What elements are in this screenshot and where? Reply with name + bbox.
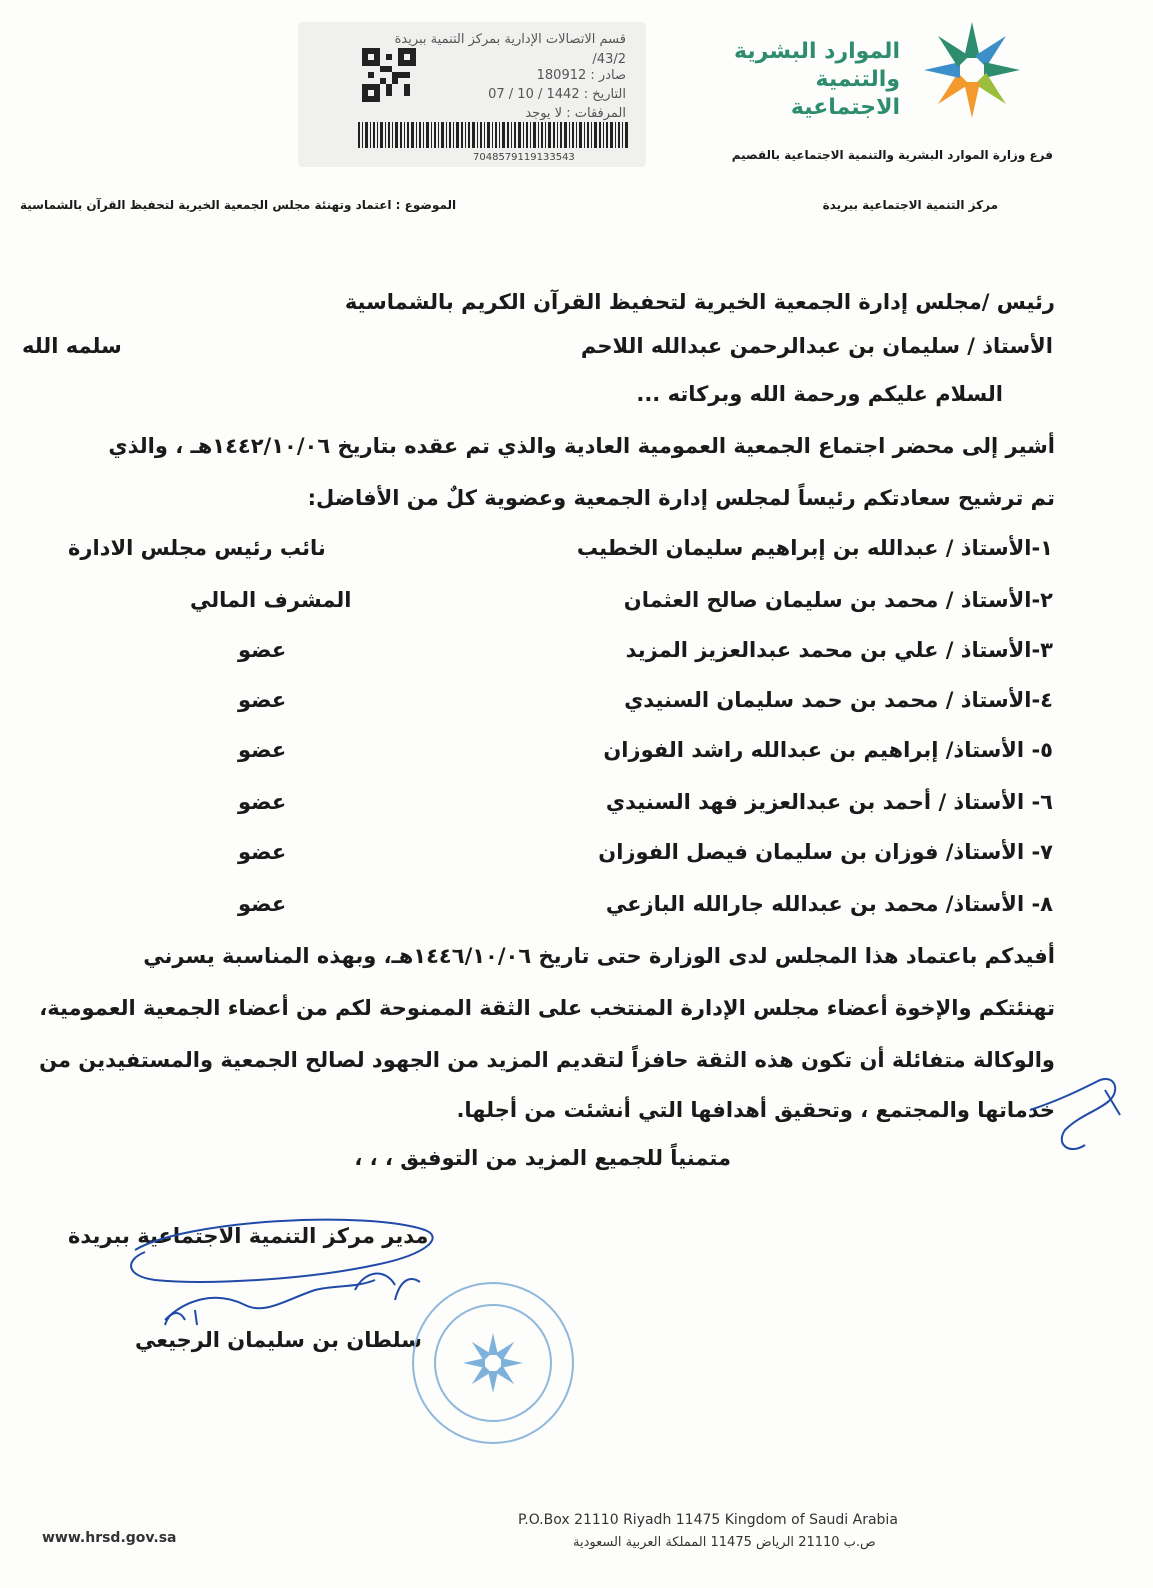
logo-text [725, 38, 900, 122]
body-line-1: أفيدكم باعتماد هذا المجلس لدى الوزارة حتى تاريخ ١٤٤٦/١٠/٠٦هـ، وبهذه المناسبة يسرني [143, 944, 1055, 968]
closing-line: متمنياً للجميع المزيد من التوفيق ، ، ، [354, 1146, 731, 1170]
member-name-4: ٤-الأستاذ / محمد بن حمد سليمان السنيدي [624, 688, 1053, 712]
stamp-issued-no: 180912 [536, 68, 587, 83]
member-name-6: ٦- الأستاذ / أحمد بن عبدالعزيز فهد السنيدي [605, 790, 1053, 814]
logo-line-2: والتنمية الاجتماعية [790, 67, 900, 120]
intro-line-1: أشير إلى محضر اجتماع الجمعية العمومية العادية والذي تم عقده بتاريخ ١٤٤٢/١٠/٠٦هـ ، والذي [108, 434, 1055, 458]
star-logo-icon [913, 20, 1031, 120]
member-name-8: ٨- الأستاذ/ محمد بن عبدالله جارالله البازعي [605, 892, 1053, 916]
member-role-6: عضو [238, 790, 287, 814]
greeting: السلام عليكم ورحمة الله وبركاته ... [636, 382, 1003, 406]
qr-code-icon [362, 48, 416, 102]
member-name-1: ١-الأستاذ / عبدالله بن إبراهيم سليمان الخطيب [576, 536, 1053, 560]
stamp-dept: قسم الاتصالات الإدارية بمركز التنمية ببريدة [394, 32, 626, 47]
member-role-7: عضو [238, 840, 287, 864]
footer-address-en: P.O.Box 21110 Riyadh 11475 Kingdom of Saudi Arabia [518, 1512, 898, 1528]
member-role-8: عضو [238, 892, 287, 916]
stamp-issued [537, 68, 626, 83]
stamp-ref: 43/2/ [592, 52, 626, 67]
subject-line: الموضوع : اعتماد وتهنئة مجلس الجمعية الخيرية لتحفيظ القرآن بالشماسية [20, 198, 457, 212]
body-line-2: تهنئتكم والإخوة أعضاء مجلس الإدارة المنتخب على الثقة الممنوحة لكم من أعضاء الجمعية العمومية، [39, 996, 1055, 1020]
logo-line-1: الموارد البشرية [734, 39, 900, 64]
website-link[interactable]: www.hrsd.gov.sa [42, 1530, 177, 1546]
member-role-2: المشرف المالي [190, 588, 352, 612]
stamp-attachments-label: المرفقات : [566, 106, 626, 121]
member-name-2: ٢-الأستاذ / محمد بن سليمان صالح العثمان [623, 588, 1053, 612]
member-name-5: ٥- الأستاذ/ إبراهيم بن عبدالله راشد الفوزان [603, 738, 1053, 762]
center-name: مركز التنمية الاجتماعية ببريدة [822, 198, 998, 212]
stamp-date-label: التاريخ : [583, 87, 626, 102]
member-role-5: عضو [238, 738, 287, 762]
member-role-1: نائب رئيس مجلس الادارة [68, 536, 326, 560]
stamp-attachments-value: لا يوجد [525, 106, 563, 121]
recipient-name: الأستاذ / سليمان بن عبدالرحمن عبدالله اللاحم [580, 334, 1053, 358]
ministry-logo [725, 20, 1045, 120]
member-role-4: عضو [238, 688, 287, 712]
barcode-icon [358, 122, 628, 148]
branch-name: فرع وزارة الموارد البشرية والتنمية الاجتماعية بالقصيم [731, 148, 1053, 162]
body-line-4: خدماتها والمجتمع ، وتحقيق أهدافها التي أنشئت من أجلها. [456, 1098, 1055, 1122]
stamp-date [488, 87, 626, 102]
member-name-7: ٧- الأستاذ/ فوزان بن سليمان فيصل الفوزان [598, 840, 1053, 864]
barcode-number: 7048579119133543 [473, 152, 575, 163]
body-line-3: والوكالة متفائلة أن تكون هذه الثقة حافزاً لتقديم المزيد من الجهود لصالح الجمعية والمستفيدين من [39, 1048, 1055, 1072]
signer-title: مدير مركز التنمية الاجتماعية ببريدة [68, 1224, 429, 1248]
official-seal-icon [408, 1278, 578, 1448]
stamp-issued-label: صادر : [590, 68, 626, 83]
salutation-right: سلمه الله [22, 334, 122, 358]
registry-stamp [298, 22, 646, 167]
signature-icon [125, 1210, 455, 1360]
signer-name: سلطان بن سليمان الرجيعي [135, 1328, 422, 1352]
footer-address-ar: ص.ب 21110 الرياض 11475 المملكة العربية السعودية [573, 1535, 876, 1550]
member-role-3: عضو [238, 638, 287, 662]
recipient-title: رئيس /مجلس إدارة الجمعية الخيرية لتحفيظ القرآن الكريم بالشماسية [344, 290, 1055, 314]
intro-line-2: تم ترشيح سعادتكم رئيساً لمجلس إدارة الجمعية وعضوية كلٌ من الأفاضل: [307, 486, 1055, 510]
initials-icon [1020, 1060, 1130, 1160]
stamp-date-value: 1442 / 10 / 07 [488, 87, 580, 102]
member-name-3: ٣-الأستاذ / علي بن محمد عبدالعزيز المزيد [625, 638, 1053, 662]
stamp-attachments [525, 106, 626, 121]
